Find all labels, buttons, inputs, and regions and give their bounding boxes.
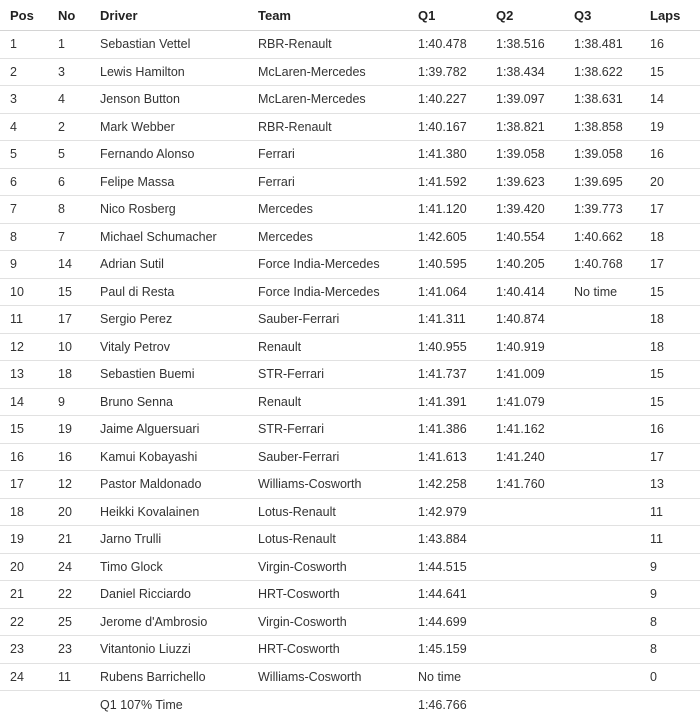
cell-pos: 14 (0, 388, 48, 416)
header-q3: Q3 (564, 0, 640, 31)
footer-cell-q3 (564, 691, 640, 719)
cell-laps: 16 (640, 141, 700, 169)
cell-q3: 1:38.481 (564, 31, 640, 59)
footer-cell-q2 (486, 691, 564, 719)
cell-no: 2 (48, 113, 90, 141)
cell-no: 14 (48, 251, 90, 279)
cell-laps: 15 (640, 388, 700, 416)
cell-q2 (486, 526, 564, 554)
cell-team: Sauber-Ferrari (248, 306, 408, 334)
cell-laps: 14 (640, 86, 700, 114)
cell-team: Mercedes (248, 223, 408, 251)
cell-pos: 20 (0, 553, 48, 581)
cell-laps: 16 (640, 416, 700, 444)
cell-q1: 1:42.258 (408, 471, 486, 499)
cell-q1: 1:41.613 (408, 443, 486, 471)
cell-no: 11 (48, 663, 90, 691)
cell-laps: 18 (640, 223, 700, 251)
cell-q2: 1:39.623 (486, 168, 564, 196)
cell-laps: 11 (640, 498, 700, 526)
cell-laps: 15 (640, 58, 700, 86)
cell-q1: 1:45.159 (408, 636, 486, 664)
cell-q1: 1:41.380 (408, 141, 486, 169)
cell-q1: 1:40.478 (408, 31, 486, 59)
cell-q2: 1:38.821 (486, 113, 564, 141)
cell-driver: Michael Schumacher (90, 223, 248, 251)
cell-q2: 1:39.058 (486, 141, 564, 169)
cell-q2: 1:40.919 (486, 333, 564, 361)
header-row (0, 0, 700, 31)
table-row (0, 498, 700, 526)
cell-q3 (564, 416, 640, 444)
cell-no: 3 (48, 58, 90, 86)
cell-no: 16 (48, 443, 90, 471)
cell-q1: 1:44.641 (408, 581, 486, 609)
cell-driver: Jaime Alguersuari (90, 416, 248, 444)
cell-q3: 1:40.662 (564, 223, 640, 251)
table-row (0, 223, 700, 251)
cell-q1: 1:41.064 (408, 278, 486, 306)
cell-driver: Jenson Button (90, 86, 248, 114)
cell-q1: 1:42.605 (408, 223, 486, 251)
cell-no: 9 (48, 388, 90, 416)
footer-cell-no (48, 691, 90, 719)
cell-pos: 11 (0, 306, 48, 334)
cell-q3 (564, 306, 640, 334)
header-laps: Laps (640, 0, 700, 31)
header-pos: Pos (0, 0, 48, 31)
cell-q2 (486, 636, 564, 664)
cell-team: Williams-Cosworth (248, 471, 408, 499)
cell-q2: 1:38.516 (486, 31, 564, 59)
cell-team: STR-Ferrari (248, 416, 408, 444)
cell-q1: 1:41.386 (408, 416, 486, 444)
header-driver: Driver (90, 0, 248, 31)
cell-driver: Jerome d'Ambrosio (90, 608, 248, 636)
table-row (0, 608, 700, 636)
table-row (0, 416, 700, 444)
cell-q3: No time (564, 278, 640, 306)
cell-pos: 7 (0, 196, 48, 224)
cell-q1: 1:40.167 (408, 113, 486, 141)
cell-driver: Sergio Perez (90, 306, 248, 334)
cell-pos: 13 (0, 361, 48, 389)
cell-q3 (564, 608, 640, 636)
cell-q1: 1:43.884 (408, 526, 486, 554)
cell-no: 6 (48, 168, 90, 196)
cell-pos: 10 (0, 278, 48, 306)
cell-team: HRT-Cosworth (248, 581, 408, 609)
cell-team: Ferrari (248, 141, 408, 169)
cell-q3 (564, 526, 640, 554)
cell-q3: 1:39.058 (564, 141, 640, 169)
cell-pos: 2 (0, 58, 48, 86)
table-footer (0, 691, 700, 719)
header-q1: Q1 (408, 0, 486, 31)
table-row (0, 581, 700, 609)
cell-q2: 1:41.079 (486, 388, 564, 416)
cell-team: Lotus-Renault (248, 526, 408, 554)
cell-no: 5 (48, 141, 90, 169)
cell-pos: 1 (0, 31, 48, 59)
cell-laps: 9 (640, 553, 700, 581)
cell-q3: 1:39.773 (564, 196, 640, 224)
table-row (0, 113, 700, 141)
cell-no: 23 (48, 636, 90, 664)
cell-no: 12 (48, 471, 90, 499)
table-row (0, 443, 700, 471)
table-row (0, 553, 700, 581)
cell-laps: 9 (640, 581, 700, 609)
cell-laps: 19 (640, 113, 700, 141)
cell-team: McLaren-Mercedes (248, 58, 408, 86)
header-team: Team (248, 0, 408, 31)
cell-no: 18 (48, 361, 90, 389)
table-row (0, 141, 700, 169)
cell-no: 15 (48, 278, 90, 306)
cell-q3 (564, 333, 640, 361)
cell-team: Force India-Mercedes (248, 278, 408, 306)
footer-row (0, 691, 700, 719)
cell-q1: 1:41.311 (408, 306, 486, 334)
cell-driver: Heikki Kovalainen (90, 498, 248, 526)
table-row (0, 471, 700, 499)
cell-team: RBR-Renault (248, 113, 408, 141)
cell-q2: 1:40.874 (486, 306, 564, 334)
cell-no: 21 (48, 526, 90, 554)
cell-driver: Jarno Trulli (90, 526, 248, 554)
table-row (0, 58, 700, 86)
cell-pos: 8 (0, 223, 48, 251)
cell-driver: Lewis Hamilton (90, 58, 248, 86)
cell-pos: 18 (0, 498, 48, 526)
cell-pos: 3 (0, 86, 48, 114)
cell-q2 (486, 663, 564, 691)
cell-q1: 1:41.737 (408, 361, 486, 389)
cell-pos: 21 (0, 581, 48, 609)
cell-team: HRT-Cosworth (248, 636, 408, 664)
cell-q3 (564, 553, 640, 581)
cell-q1: No time (408, 663, 486, 691)
cell-q1: 1:41.391 (408, 388, 486, 416)
cell-driver: Vitaly Petrov (90, 333, 248, 361)
cell-driver: Timo Glock (90, 553, 248, 581)
cell-pos: 16 (0, 443, 48, 471)
cell-team: Ferrari (248, 168, 408, 196)
cell-no: 20 (48, 498, 90, 526)
cell-laps: 8 (640, 636, 700, 664)
cell-no: 17 (48, 306, 90, 334)
cell-q2: 1:41.009 (486, 361, 564, 389)
cell-q3: 1:38.858 (564, 113, 640, 141)
footer-q1-time: 1:46.766 (418, 697, 467, 712)
cell-laps: 17 (640, 196, 700, 224)
cell-team: Lotus-Renault (248, 498, 408, 526)
cell-laps: 13 (640, 471, 700, 499)
cell-q2 (486, 498, 564, 526)
cell-q1: 1:44.515 (408, 553, 486, 581)
cell-pos: 17 (0, 471, 48, 499)
cell-q1: 1:44.699 (408, 608, 486, 636)
cell-q1: 1:40.227 (408, 86, 486, 114)
cell-q2 (486, 581, 564, 609)
cell-q2: 1:41.760 (486, 471, 564, 499)
cell-q3: 1:38.631 (564, 86, 640, 114)
cell-laps: 8 (640, 608, 700, 636)
cell-q2: 1:38.434 (486, 58, 564, 86)
cell-laps: 0 (640, 663, 700, 691)
cell-pos: 9 (0, 251, 48, 279)
table-row (0, 278, 700, 306)
cell-laps: 17 (640, 443, 700, 471)
cell-driver: Adrian Sutil (90, 251, 248, 279)
cell-q2: 1:39.420 (486, 196, 564, 224)
cell-q2: 1:41.240 (486, 443, 564, 471)
cell-q3 (564, 361, 640, 389)
cell-driver: Sebastian Vettel (90, 31, 248, 59)
cell-driver: Rubens Barrichello (90, 663, 248, 691)
cell-q3 (564, 471, 640, 499)
cell-laps: 17 (640, 251, 700, 279)
cell-q3: 1:40.768 (564, 251, 640, 279)
cell-q1: 1:41.592 (408, 168, 486, 196)
cell-driver: Bruno Senna (90, 388, 248, 416)
cell-driver: Felipe Massa (90, 168, 248, 196)
cell-team: RBR-Renault (248, 31, 408, 59)
cell-q3 (564, 498, 640, 526)
table-row (0, 251, 700, 279)
cell-driver: Fernando Alonso (90, 141, 248, 169)
cell-no: 10 (48, 333, 90, 361)
table-row (0, 31, 700, 59)
cell-q3 (564, 388, 640, 416)
cell-team: McLaren-Mercedes (248, 86, 408, 114)
cell-team: Virgin-Cosworth (248, 553, 408, 581)
table-row (0, 636, 700, 664)
table-body (0, 31, 700, 691)
header-q2: Q2 (486, 0, 564, 31)
cell-q1: 1:39.782 (408, 58, 486, 86)
cell-team: Renault (248, 388, 408, 416)
cell-pos: 15 (0, 416, 48, 444)
cell-q2: 1:41.162 (486, 416, 564, 444)
cell-driver: Mark Webber (90, 113, 248, 141)
cell-laps: 18 (640, 333, 700, 361)
table-header (0, 0, 700, 31)
cell-team: Virgin-Cosworth (248, 608, 408, 636)
table-row (0, 333, 700, 361)
cell-driver: Daniel Ricciardo (90, 581, 248, 609)
cell-no: 22 (48, 581, 90, 609)
cell-pos: 22 (0, 608, 48, 636)
cell-q1: 1:40.955 (408, 333, 486, 361)
table-row (0, 526, 700, 554)
cell-q1: 1:40.595 (408, 251, 486, 279)
cell-laps: 11 (640, 526, 700, 554)
cell-no: 1 (48, 31, 90, 59)
cell-pos: 4 (0, 113, 48, 141)
cell-driver: Paul di Resta (90, 278, 248, 306)
footer-cell-laps (640, 691, 700, 719)
cell-q2: 1:40.414 (486, 278, 564, 306)
cell-q2: 1:40.205 (486, 251, 564, 279)
cell-driver: Pastor Maldonado (90, 471, 248, 499)
cell-driver: Kamui Kobayashi (90, 443, 248, 471)
cell-team: Williams-Cosworth (248, 663, 408, 691)
cell-team: Force India-Mercedes (248, 251, 408, 279)
cell-q1: 1:42.979 (408, 498, 486, 526)
cell-q3: 1:38.622 (564, 58, 640, 86)
cell-laps: 15 (640, 278, 700, 306)
table-row (0, 361, 700, 389)
table-row (0, 196, 700, 224)
cell-laps: 20 (640, 168, 700, 196)
cell-no: 25 (48, 608, 90, 636)
cell-q3 (564, 443, 640, 471)
cell-driver: Sebastien Buemi (90, 361, 248, 389)
table-row (0, 86, 700, 114)
cell-q3 (564, 581, 640, 609)
cell-driver: Vitantonio Liuzzi (90, 636, 248, 664)
cell-pos: 24 (0, 663, 48, 691)
cell-no: 7 (48, 223, 90, 251)
cell-q2: 1:39.097 (486, 86, 564, 114)
cell-pos: 6 (0, 168, 48, 196)
cell-laps: 18 (640, 306, 700, 334)
cell-pos: 23 (0, 636, 48, 664)
cell-q1: 1:41.120 (408, 196, 486, 224)
cell-no: 8 (48, 196, 90, 224)
cell-no: 4 (48, 86, 90, 114)
cell-no: 19 (48, 416, 90, 444)
cell-team: STR-Ferrari (248, 361, 408, 389)
cell-laps: 16 (640, 31, 700, 59)
cell-driver: Nico Rosberg (90, 196, 248, 224)
cell-pos: 19 (0, 526, 48, 554)
cell-pos: 12 (0, 333, 48, 361)
header-no: No (48, 0, 90, 31)
cell-q3 (564, 663, 640, 691)
table-row (0, 306, 700, 334)
cell-q2 (486, 553, 564, 581)
footer-cell-team (248, 691, 408, 719)
table-row (0, 663, 700, 691)
footer-cell-pos (0, 691, 48, 719)
cell-q3 (564, 636, 640, 664)
cell-q2: 1:40.554 (486, 223, 564, 251)
footer-label: Q1 107% Time (100, 697, 183, 712)
cell-team: Mercedes (248, 196, 408, 224)
cell-q2 (486, 608, 564, 636)
table-row (0, 388, 700, 416)
cell-pos: 5 (0, 141, 48, 169)
cell-no: 24 (48, 553, 90, 581)
cell-laps: 15 (640, 361, 700, 389)
cell-q3: 1:39.695 (564, 168, 640, 196)
cell-team: Renault (248, 333, 408, 361)
cell-team: Sauber-Ferrari (248, 443, 408, 471)
table-row (0, 168, 700, 196)
